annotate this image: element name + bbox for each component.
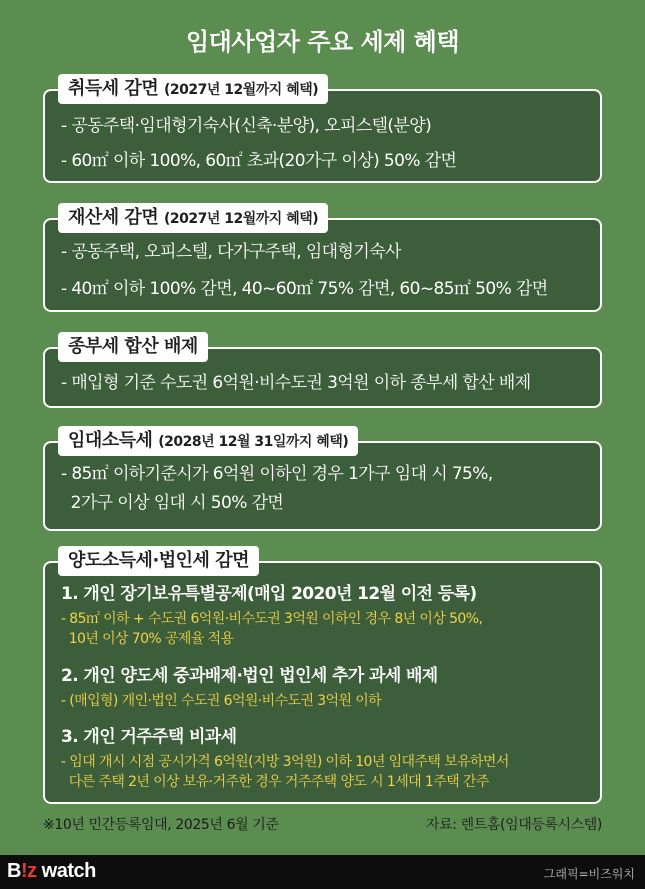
- section-comprehensive-tax: [43, 332, 602, 410]
- section-label-note: (2027년 12월까지 혜택): [164, 82, 319, 98]
- section-label-text: 재산세 감면: [68, 207, 159, 228]
- logo-letter: B: [7, 860, 21, 882]
- item-detail: 10년 이상 70% 공제율 적용: [61, 631, 234, 647]
- item-heading: 3. 개인 거주주택 비과세: [61, 727, 237, 747]
- item-detail: - 85㎡ 이하 + 수도권 6억원·비수도권 3억원 이하인 경우 8년 이상 50%,: [61, 611, 483, 627]
- section-label-text: 종부세 합산 배제: [68, 336, 198, 357]
- section-label: [58, 546, 259, 576]
- footnote-source: 자료: 렌트홈(임대등록시스템): [426, 817, 602, 833]
- section-label-note: (2027년 12월까지 혜택): [164, 211, 319, 227]
- section-rental-income-tax: [43, 426, 602, 531]
- section-label-note: (2028년 12월 31일까지 혜택): [158, 434, 349, 450]
- section-label: [58, 203, 328, 233]
- item-detail: - (매입형) 개인·법인 수도권 6억원·비수도권 3억원 이하: [61, 693, 382, 709]
- section-property-tax: [43, 203, 602, 313]
- item-heading: 2. 개인 양도세 중과배제·법인 법인세 추가 과세 배제: [61, 666, 438, 686]
- section-label: [58, 332, 208, 362]
- item-heading: 1. 개인 장기보유특별공제(매입 2020년 12월 이전 등록): [61, 584, 477, 604]
- detail-line: - 공동주택, 오피스텔, 다가구주택, 임대형기숙사: [61, 242, 401, 262]
- section-box: [43, 561, 602, 804]
- logo-accent: !z: [20, 860, 37, 882]
- logo-word: watch: [36, 860, 96, 882]
- detail-line: - 매입형 기준 수도권 6억원·비수도권 3억원 이하 종부세 합산 배제: [61, 373, 531, 393]
- page-title: 임대사업자 주요 세제 혜택: [185, 28, 460, 56]
- item-detail: - 임대 개시 시점 공시가격 6억원(지방 3억원) 이하 10년 임대주택 보유하면서: [61, 754, 509, 770]
- detail-line: - 공동주택·임대형기숙사(신축·분양), 오피스텔(분양): [61, 116, 432, 136]
- footer-bar: [0, 855, 645, 889]
- section-transfer-tax: [43, 546, 602, 804]
- graphic-credit: 그래픽=비즈워치: [543, 867, 635, 881]
- detail-line: - 85㎡ 이하기준시가 6억원 이하인 경우 1가구 임대 시 75%,: [61, 464, 493, 484]
- section-label-text: 취득세 감면: [68, 78, 159, 99]
- detail-line: 2가구 이상 임대 시 50% 감면: [61, 493, 284, 513]
- section-acquisition-tax: [43, 74, 602, 184]
- detail-line: - 60㎡ 이하 100%, 60㎡ 초과(20가구 이상) 50% 감면: [61, 151, 457, 171]
- section-label: [58, 74, 328, 104]
- section-label-text: 양도소득세·법인세 감면: [68, 550, 249, 571]
- section-label-text: 임대소득세: [68, 430, 153, 451]
- detail-line: - 40㎡ 이하 100% 감면, 40~60㎡ 75% 감면, 60~85㎡ 50% 감면: [61, 279, 548, 299]
- item-detail: 다른 주택 2년 이상 보유·거주한 경우 거주주택 양도 시 1세대 1주택 간주: [61, 774, 489, 790]
- section-label: [58, 426, 358, 456]
- bizwatch-logo: [7, 860, 96, 883]
- footnote-basis: ※10년 민간등록임대, 2025년 6월 기준: [43, 817, 279, 833]
